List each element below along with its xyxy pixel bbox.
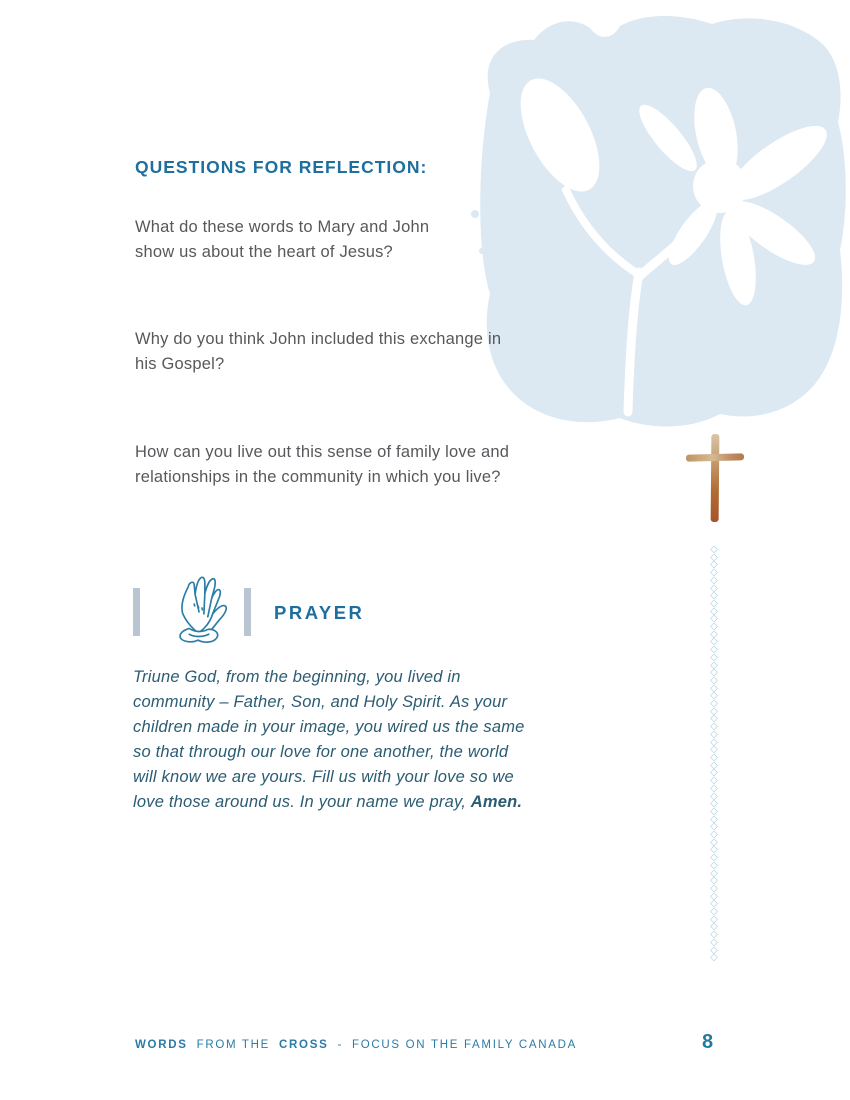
prayer-accent-bar-right — [244, 588, 251, 636]
praying-hands-icon — [164, 573, 236, 645]
page-number: 8 — [702, 1031, 714, 1053]
section-heading: QUESTIONS FOR REFLECTION: — [135, 157, 428, 177]
footer-text-segment: FOCUS ON THE FAMILY CANADA — [351, 1039, 578, 1051]
prayer-accent-bar-left — [133, 588, 140, 636]
footer-text-segment: FROM THE — [196, 1039, 271, 1051]
cross-horizontal-bar — [686, 453, 744, 462]
cross-vertical-bar — [711, 434, 720, 522]
footer-text-segment: CROSS — [279, 1039, 329, 1051]
footer-text — [135, 1039, 586, 1051]
watercolor-cross-icon — [684, 430, 748, 530]
reflection-question-2: Why do you think John included this exchange in his Gospel? — [135, 330, 502, 373]
prayer-body: Triune God, from the beginning, you lived in community – Father, Son, and Holy Spirit. As your children made in your image, you wired us the same so that through our love for one another, the world will know we are yours. Fill us with your love so we love those around us. In your name we pray, — [133, 668, 525, 811]
reflection-question-3: How can you live out this sense of family love and relationships in the community in which you live? — [135, 443, 510, 486]
lily-flower-watercolor-icon — [468, 8, 850, 436]
prayer-text — [133, 665, 533, 815]
footer-text-segment: WORDS — [135, 1039, 188, 1051]
prayer-section-label: PRAYER — [274, 602, 365, 623]
diamond-chain-divider: ◇ ◇ ◇ ◇ ◇ ◇ ◇ ◇ ◇ ◇ ◇ ◇ ◇ ◇ ◇ ◇ ◇ ◇ ◇ ◇ ◇ ◇ ◇ ◇ ◇ ◇ ◇ ◇ ◇ ◇ ◇ ◇ ◇ ◇ ◇ ◇ ◇ ◇ ◇ ◇ ◇ ◇ ◇ ◇ ◇ ◇ ◇ ◇ ◇ ◇ ◇ ◇ ◇ ◇ — [710, 544, 718, 964]
reflection-question-1: What do these words to Mary and John show us about the heart of Jesus? — [135, 218, 430, 261]
footer-text-segment: - — [337, 1039, 343, 1051]
prayer-amen: Amen. — [470, 793, 523, 811]
